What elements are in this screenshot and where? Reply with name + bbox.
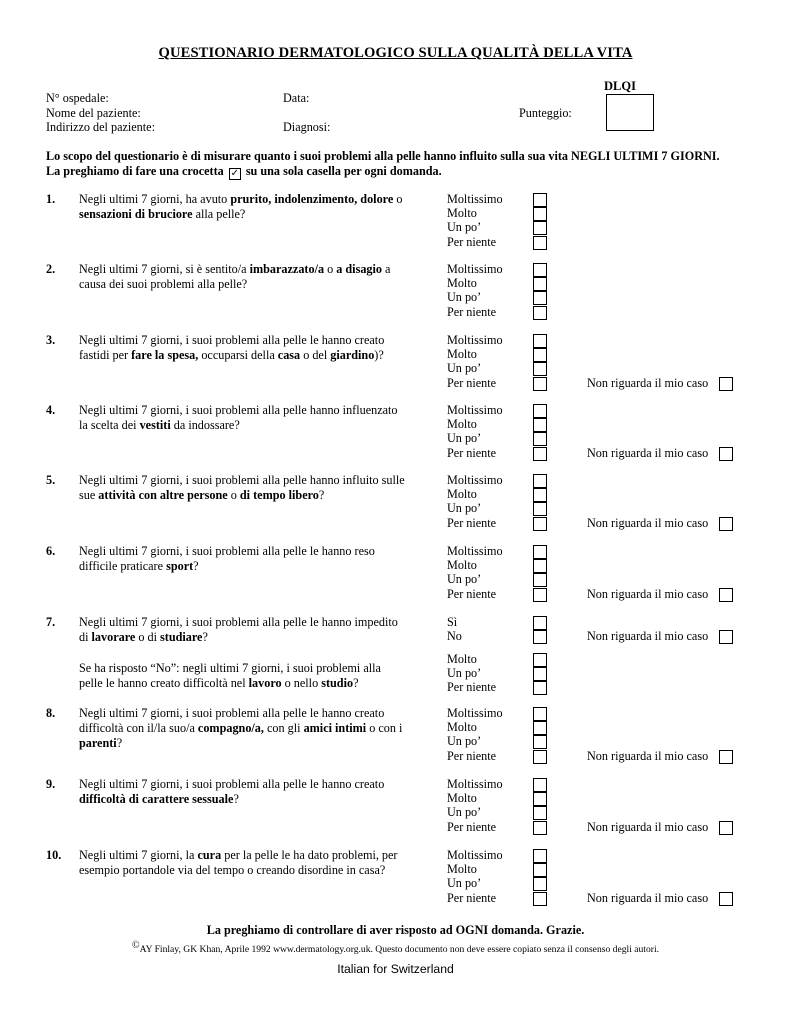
question-text [79,262,409,292]
instructions [46,149,726,179]
option-label: Molto [447,206,477,221]
option-label: Un po’ [447,805,482,820]
question-number: 1. [46,192,56,206]
option-checkbox[interactable] [533,474,547,488]
question-text-emphasis: sensazioni di bruciore [79,206,193,221]
option-label: Molto [447,862,477,877]
option-checkbox[interactable] [533,348,547,362]
option-checkbox[interactable] [533,750,547,764]
question-text-part: Negli ultimi 7 giorni, si è sentito/a [79,262,250,276]
option-label: Per niente [447,515,497,530]
question-number: 3. [46,333,56,347]
question-number: 5. [46,473,56,487]
option-label: Sì [447,615,458,629]
question-text-emphasis: compagno/a, [197,720,264,735]
question-text-emphasis: imbarazzato/a [249,262,325,276]
option-checkbox[interactable] [533,277,547,291]
option-label: Molto [447,720,477,735]
question-text-part: Negli ultimi 7 giorni, i suoi problemi alla pelle le hanno creato fastidi per [79,333,385,362]
option-checkbox[interactable] [533,721,547,735]
option-checkbox[interactable] [533,263,547,277]
question-text-emphasis: prurito, indolenzimento, dolore [230,192,394,206]
question-text-part: ? [233,791,239,806]
instructions-text-2: su una sola casella per ogni domanda. [245,163,442,178]
question-text [79,777,409,807]
option-label: Per niente [447,445,497,460]
question-text-part: Negli ultimi 7 giorni, i suoi problemi alla pelle le hanno creato [79,777,385,791]
not-relevant-checkbox[interactable] [719,447,733,461]
option-checkbox[interactable] [533,863,547,877]
question-text-part: a causa dei suoi problemi alla pelle? [79,262,391,291]
option-checkbox[interactable] [533,193,547,207]
option-label: Per niente [447,748,497,763]
not-relevant-checkbox[interactable] [719,821,733,835]
not-relevant-label: Non riguarda il mio caso [587,629,709,644]
option-checkbox[interactable] [533,573,547,587]
option-checkbox[interactable] [533,892,547,906]
score-label: Punteggio: [519,106,572,120]
question-text-emphasis: casa [277,347,301,362]
checkbox-checked-icon: ✓ [230,167,239,179]
option-checkbox[interactable] [533,236,547,250]
question-text-emphasis: lavorare [91,629,136,644]
question-text-part: o [393,192,403,206]
option-label: Un po’ [447,734,482,749]
not-relevant-label: Non riguarda il mio caso [587,445,709,460]
not-relevant-label: Non riguarda il mio caso [587,515,709,530]
question-text-part: Negli ultimi 7 giorni, la [79,848,198,862]
option-checkbox[interactable] [533,616,547,630]
question-text-emphasis: cura [197,848,222,862]
option-checkbox[interactable] [533,559,547,573]
option-label: Moltissimo [447,333,503,347]
option-checkbox[interactable] [533,488,547,502]
option-checkbox[interactable] [533,404,547,418]
option-label: No [447,629,462,644]
patient-address-label: Indirizzo del paziente: [46,120,155,134]
closing-note: La preghiamo di controllare di aver risposto ad OGNI domanda. Grazie. [206,923,585,937]
question-number: 7. [46,615,56,629]
question-text-part: o [324,262,337,276]
option-checkbox[interactable] [533,418,547,432]
option-checkbox[interactable] [533,377,547,391]
option-label: Molto [447,487,477,502]
question-text-emphasis: lavoro [248,675,282,690]
option-checkbox[interactable] [533,207,547,221]
option-label: Moltissimo [447,544,503,558]
question-text [79,706,409,750]
option-checkbox[interactable] [533,792,547,806]
question-text-part: Se ha risposto “No”: negli ultimi 7 giorni, i suoi problemi alla pelle le hanno creato difficoltà nel [79,661,381,690]
question-text [79,192,409,222]
question-text-part: ? [318,487,325,502]
option-label: Un po’ [447,501,482,516]
question-text-emphasis: studiare [160,629,203,644]
question-text-part: ? [193,558,199,573]
followup-question-text [79,661,404,691]
option-checkbox[interactable] [533,432,547,446]
question-text-emphasis: vestiti [139,417,171,432]
not-relevant-checkbox[interactable] [719,517,733,531]
question-number: 6. [46,544,56,558]
option-checkbox[interactable] [533,667,547,681]
option-label: Molto [447,347,477,362]
question-text-part: per la pelle le ha dato problemi, per esempio portandole via del tempo o creando disordine in casa? [79,848,398,877]
option-label: Moltissimo [447,777,503,791]
not-relevant-checkbox[interactable] [719,630,733,644]
option-checkbox[interactable] [533,447,547,461]
question-number: 2. [46,262,56,276]
option-label: Per niente [447,586,497,601]
hospital-number-label: N° ospedale: [46,91,109,105]
question-text-part: Negli ultimi 7 giorni, i suoi problemi alla pelle le hanno impedito di [79,615,398,644]
question-number: 4. [46,403,56,417]
not-relevant-checkbox[interactable] [719,377,733,391]
question-text-emphasis: amici intimi [303,720,367,735]
option-label: Moltissimo [447,403,503,417]
instructions-text-1: Lo scopo del questionario è di misurare quanto i suoi problemi alla pelle hanno influito sulla sua vita NEGLI ULTIMI 7 GIORNI. La preghiamo di fare una crocetta [46,149,720,178]
option-label: Moltissimo [447,192,503,206]
question-text-part: o con i [366,720,403,735]
question-text-part: Negli ultimi 7 giorni, i suoi problemi alla pelle hanno influenzato la scelta dei [79,403,398,432]
option-label: Per niente [447,680,497,695]
option-checkbox[interactable] [533,630,547,644]
option-label: Un po’ [447,220,482,235]
option-checkbox[interactable] [533,334,547,348]
copyright-text: AY Finlay, GK Khan, Aprile 1992 www.dermatology.org.uk. Questo documento non deve essere copiato senza il consenso degli autori. [139,944,660,956]
option-checkbox[interactable] [533,221,547,235]
question-text-emphasis: sport [166,558,194,573]
option-label: Molto [447,276,477,291]
question-text-part: ? [353,675,359,690]
option-label: Un po’ [447,876,482,891]
option-checkbox[interactable] [533,502,547,516]
question-number: 10. [46,848,62,862]
not-relevant-checkbox[interactable] [719,892,733,906]
option-label: Moltissimo [447,848,503,862]
question-text-emphasis: a disagio [336,262,382,276]
question-text-part: o nello [281,675,322,690]
option-label: Un po’ [447,666,482,681]
option-checkbox[interactable] [533,778,547,792]
question-text-part: ? [116,735,123,750]
question-text-emphasis: difficoltà di carattere sessuale [79,791,234,806]
question-text-emphasis: attività con altre persone [98,487,228,502]
question-text-part: con gli [263,720,304,735]
option-label: Molto [447,791,477,806]
question-text-part: )? [374,347,384,362]
question-text-part: o di [135,629,161,644]
copyright-icon: © [131,940,140,951]
dlqi-label: DLQI [604,79,636,93]
option-checkbox[interactable] [533,588,547,602]
page-title: QUESTIONARIO DERMATOLOGICO SULLA QUALITÀ DELLA VITA [158,45,633,61]
option-checkbox[interactable] [533,291,547,305]
question-text [79,848,409,878]
question-text-part: o [227,487,240,502]
question-text-part: Negli ultimi 7 giorni, i suoi problemi alla pelle le hanno reso difficile praticare [79,544,375,573]
option-checkbox[interactable] [533,877,547,891]
not-relevant-checkbox[interactable] [719,750,733,764]
option-checkbox[interactable] [533,545,547,559]
option-label: Per niente [447,375,497,390]
option-checkbox[interactable] [533,735,547,749]
option-label: Molto [447,558,477,573]
score-box[interactable] [606,94,654,131]
not-relevant-label: Non riguarda il mio caso [587,375,709,390]
option-label: Per niente [447,890,497,905]
option-checkbox[interactable] [533,517,547,531]
not-relevant-checkbox[interactable] [719,588,733,602]
question-text-part: da indossare? [170,417,240,432]
question-number: 9. [46,777,56,791]
copyright [0,939,791,957]
question-text-part: Negli ultimi 7 giorni, ha avuto [79,192,231,206]
question-text-emphasis: studio [321,675,354,690]
question-text-emphasis: fare la spesa, [131,347,199,362]
option-checkbox[interactable] [533,707,547,721]
patient-name-label: Nome del paziente: [46,106,141,120]
option-label: Molto [447,417,477,432]
question-text-emphasis: di tempo libero [239,487,319,502]
question-text-part: occuparsi della [198,347,278,362]
locale-label: Italian for Switzerland [337,962,454,976]
option-label: Per niente [447,234,497,249]
option-label: Moltissimo [447,473,503,487]
question-text-part: Negli ultimi 7 giorni, i suoi problemi alla pelle le hanno creato difficoltà con il/la suo/a [79,706,385,735]
diagnosis-label: Diagnosi: [283,120,331,134]
question-text [79,403,409,433]
question-text [79,544,409,574]
question-text-emphasis: giardino [330,347,375,362]
question-text [79,615,409,645]
option-checkbox[interactable] [533,806,547,820]
option-label: Molto [447,652,477,666]
not-relevant-label: Non riguarda il mio caso [587,586,709,601]
question-text-part: Negli ultimi 7 giorni, i suoi problemi alla pelle hanno influito sulle sue [79,473,405,502]
option-label: Un po’ [447,290,482,305]
question-number: 8. [46,706,56,720]
option-label: Un po’ [447,572,482,587]
option-label: Un po’ [447,431,482,446]
not-relevant-label: Non riguarda il mio caso [587,890,709,905]
question-text [79,333,409,363]
option-checkbox[interactable] [533,849,547,863]
option-checkbox[interactable] [533,653,547,667]
option-checkbox[interactable] [533,362,547,376]
option-label: Per niente [447,304,497,319]
option-checkbox[interactable] [533,821,547,835]
not-relevant-label: Non riguarda il mio caso [587,819,709,834]
option-label: Per niente [447,819,497,834]
question-text-part: alla pelle? [192,206,246,221]
date-label: Data: [283,91,310,105]
question-text-emphasis: parenti [79,735,117,750]
option-label: Moltissimo [447,262,503,276]
option-checkbox[interactable] [533,306,547,320]
option-label: Moltissimo [447,706,503,720]
question-text-part: ? [202,629,208,644]
not-relevant-label: Non riguarda il mio caso [587,748,709,763]
option-label: Un po’ [447,361,482,376]
option-checkbox[interactable] [533,681,547,695]
question-text-part: o del [300,347,331,362]
question-text [79,473,409,503]
